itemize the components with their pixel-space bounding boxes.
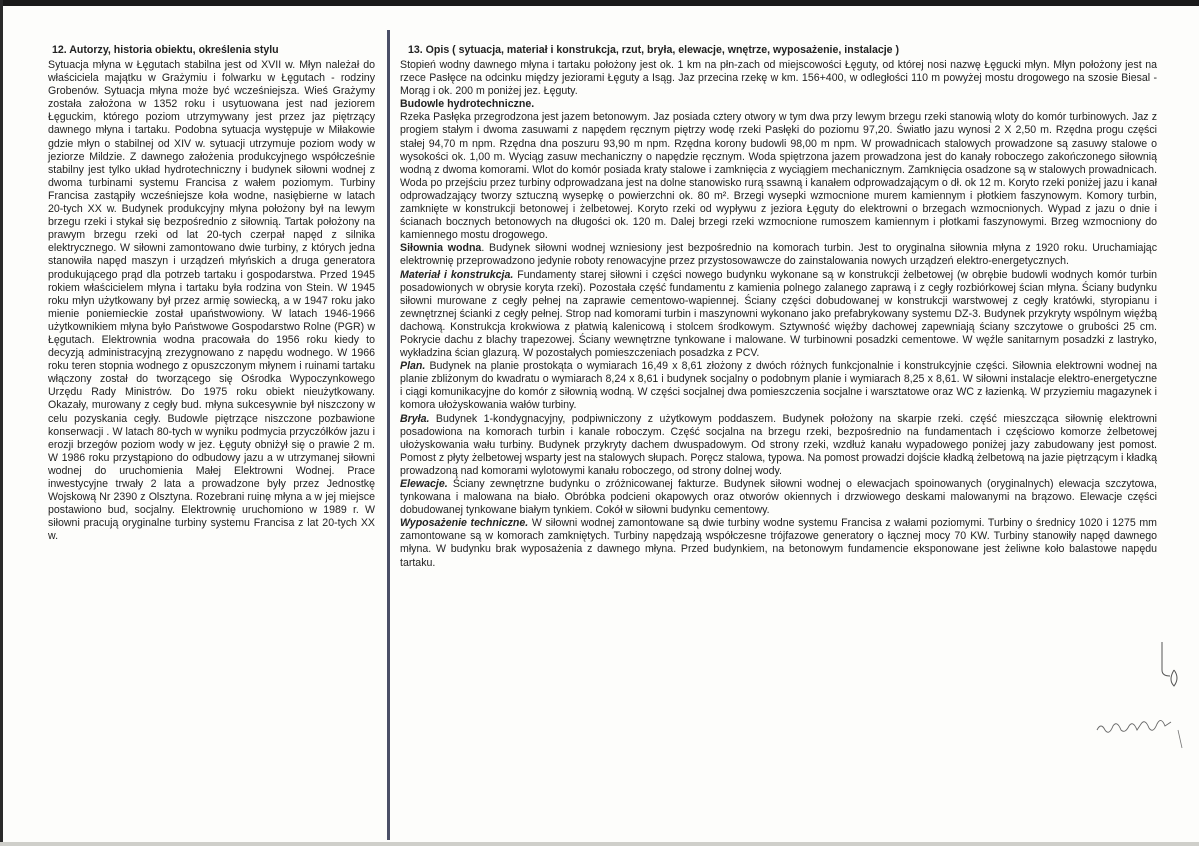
- silownia-paragraph: [400, 242, 1157, 268]
- scan-edge-top: [0, 0, 1199, 6]
- material-text: Fundamenty starej siłowni i części nowego budynku wykonane są w konstrukcji żelbetowej (w obrębie budowli wodnych komór turbin posadowionych w obrysie koryta rzeki). Pozostała część fundamentu z kamienia polnego zalanego zaprawą i z cegły rozbiórkowej ścian młyna. Ściany budynku siłowni murowane z cegły pełnej na zaprawie cementowo-wapiennej. Ściany części dobudowanej w konstrukcji warstwowej z cegły kratówki, styropianu i zewnętrznej ścianki z cegły pełnej. Strop nad komorami turbin i maszynowni wykonano jako prefabrykowany systemu DZ-3. Budynek przykryty wspólnym więźbą dachową. Konstrukcja krokwiowa z płatwią kalenicową i stolcem środkowym. Sztywność więźby dachowej zapewniają ściany szczytowe o grubości 25 cm. Pokrycie dachu z blachy trapezowej. Ściany wewnętrzne tynkowane i malowane. W turbinowni posadzki cementowe. W węźle sanitarnym posadzki z lastryko, wykładzina ścian glazurą. W pozostałych pomieszczeniach posadzka z PCV.: [400, 268, 1158, 360]
- hydro-subheading: Budowle hydrotechniczne.: [400, 98, 535, 111]
- section-13-heading: 13. Opis ( sytuacja, materiał i konstrukcja, rzut, bryła, elewacje, wnętrze, wyposażenie, instalacje ): [408, 44, 900, 56]
- wyposazenie-label: Wyposażenie techniczne.: [400, 517, 529, 530]
- elewacje-label: Elewacje.: [400, 478, 448, 490]
- left-column: [48, 44, 375, 543]
- bryla-paragraph: [400, 413, 1157, 478]
- column-divider: [387, 30, 390, 840]
- silownia-text: . Budynek siłowni wodnej wzniesiony jest bezpośrednio na komorach turbin. Jest to oryginalna siłownia młyna z 1920 roku. Uruchamiając elektrownię przeprowadzono jedynie roboty renowacyjne przez przystosowawcze do zainstalowania nowych urządzeń elektro-energetycznych.: [400, 242, 1157, 268]
- wyposazenie-text: W siłowni wodnej zamontowane są dwie turbiny wodne systemu Francisa z wałami poziomymi. Turbiny o średnicy 1020 i 1275 mm zamontowane są w komorach zamkniętych. Turbiny napędzają współczesne trójfazowe generatory o łącznej mocy 70 KW. Turbiny stanowiły napęd dawnego młyna. W budynku brak wyposażenia z dawnego młyna. Przed budynkiem, na betonowym fundamencie eksponowane jest żeliwne koło balastowe napędu tartaku.: [400, 517, 1157, 569]
- plan-label: Plan.: [400, 360, 426, 373]
- plan-paragraph: [400, 360, 1157, 412]
- bryla-text: Budynek 1-kondygnacyjny, podpiwniczony z użytkowym poddaszem. Budynek położony na skarpie rzeki. część mieszcząca siłownię elektrowni posadowiona na komorach turbin i kanale roboczym. Część socjalna na brzegu rzeki, bezpośrednio na fundamentach i częściowo komorze żelbetowej ułożyskowania wału turbiny. Budynek przykryty dachem dwuspadowym. Od strony rzeki, wzdłuż kanału wypadowego poniżej jazy zabudowany jest pomost. Pomost z płyty żelbetowej wsparty jest na stalowych słupach. Poręcz stalowa, typowa. Na pomost prowadzi dojście kładką żelbetową na jazie piętrzącym i kładką prowadzoną nad komorami wylotowymi kanału roboczego, od strony dolnej wody.: [400, 412, 1157, 477]
- material-label: Materiał i konstrukcja.: [400, 268, 514, 281]
- scan-edge-left: [0, 0, 3, 846]
- section-13-intro: Stopień wodny dawnego młyna i tartaku położony jest ok. 1 km na płn-zach od miejscowości Łęguty, od której nosi nazwę Łęgucki młyn. Młyn położony jest na rzece Pasłęce na odcinku między jeziorami Łęguty a Isąg. Jaz przecina rzekę w km. 156+400, w odległości 110 m powyżej mostu drogowego na szosie Biesal - Morąg i ok. 200 m poniżej jez. Łęguty.: [400, 59, 1157, 98]
- right-column: [400, 44, 1157, 570]
- bryla-label: Bryła.: [400, 412, 430, 425]
- silownia-label: Siłownia wodna: [400, 242, 482, 255]
- scan-edge-bottom: [0, 842, 1199, 846]
- material-paragraph: [400, 269, 1157, 361]
- elewacje-paragraph: [400, 478, 1157, 517]
- hydro-paragraph: Rzeka Pasłęka przegrodzona jest jazem betonowym. Jaz posiada cztery otwory w tym dwa przy lewym brzegu rzeki stanowią wloty do komór turbinowych. Jaz z progiem stałym i dwoma zasuwami z napędem ręcznym piętrzy wodę rzeki Pasłęki do poziomu 97,20. Światło jazu wynosi 2 X 2,50 m. Rzędna progu części stałej 94,70 m npm. Rzędna dna poszuru 93,90 m npm. Rzędna korony budowli 98,00 m npm. W prowadnicach stalowych prowadzone są zasuwy stalowe o wysokości ok. 1,00 m. Wyciąg zasuw mechaniczny o napędzie ręcznym. Woda spiętrzona jazem prowadzona jest do kanały roboczego zakończonego siłownią wodną z dwoma komorami. Wlot do komór posiada kraty stalowe i zamknięcia z wyciągiem mechanicznym. Zamknięcia osadzone są w stalowych prowadnicach. Woda po przejściu przez turbiny odprowadzana jest na dolne stanowisko rurą ssawną i kanałem odprowadzającym o dł. ok 12 m. Koryto rzeki poniżej jazu i kanał odprowadzający tworzy sztuczną wysepkę o powierzchni ok. 80 m². Brzegi wysepki wzmocnione murem kamiennym i płotkiem faszynowym. Komory turbin, zamknięte w konstrukcji betonowej i żelbetowej. Koryto rzeki od wypływu z jeziora Łęguty do elektrowni o brzegach wzmocnionych. Wypad z jazu o dnie i ścianach bocznych betonowych na długości ok. 120 m. Dalej brzegi rzeki wzmocnione rumoszem kamiennym i płotkami faszynowymi. Brzeg wzmocniony do kamiennego mostu drogowego.: [400, 111, 1157, 242]
- section-12-heading: 12. Autorzy, historia obiektu, określenia stylu: [52, 44, 279, 56]
- elewacje-text: Ściany zewnętrzne budynku o zróżnicowanej fakturze. Budynek siłowni wodnej o elewacjach spoinowanych (oryginalnych) elewacja szczytowa, tynkowana i malowana na biało. Obróbka podcieni okapowych oraz otworów okiennych i drzwiowego deskami malowanymi na brązowo. Elewacje części dobudowanej tynkowane białym tynkiem. Cokół w siłowni budynku cementowy.: [400, 478, 1157, 517]
- handwritten-signature: [1095, 712, 1175, 738]
- plan-text: Budynek na planie prostokąta o wymiarach 16,49 x 8,61 złożony z dwóch różnych funkcjonalnie i konstrukcyjnie części. Siłownia elektrowni wodnej na planie zbliżonym do kwadratu o wymiarach 8,24 x 8,61 i budynek socjalny o podobnym planie i wymiarach 8,25 x 8,61. W siłowni instalacje elektro-energetyczne i ciągi komunikacyjne do komór z siłownią wodną. W części socjalnej dwa pomieszczenia socjalne i warsztatowe oraz WC z łazienką. W przyziemiu magazynek i komora ułożyskowania wałów turbiny.: [400, 360, 1157, 412]
- wyposazenie-paragraph: [400, 517, 1157, 569]
- section-12-body: Sytuacja młyna w Łęgutach stabilna jest od XVII w. Młyn należał do właściciela majątku w Grażymiu i folwarku w Łęgutach - rodziny Grobenów. Sytuacja młyna może być wcześniejsza. Wieś Grażymy została założona w 1352 roku i usytuowana jest nad jeziorem Łęguckim, którego poziom utrzymywany jest przez jaz piętrzący dawnego młyna i tartaku. Podobna sytuacja występuje w Miłakowie gdzie młyn o stabilnej od XIV w. sytuacji utrzymuje poziom wody w jeziorze Mildzie. Z dawnego założenia produkcyjnego współcześnie stabilny jest tylko układ hydrotechniczny i budynek siłowni wodnej z dwoma turbinami systemu Francisa z wałem poziomym. Turbiny Francisa zastąpiły wcześniejsze koła wodne, nasiębierne w latach 20-tych XX w. Budynek produkcyjny młyna położony był na lewym brzegu rzeki i stykał się bezpośrednio z siłownią. Tartak położony na prawym brzegu rzeki od lat 20-tych czerpał napęd z silnika elektrycznego. W siłowni zamontowano dwie turbiny, z których jedna stanowiła napęd maszyn i urządzeń młyńskich a druga generatora produkującego prąd dla potrzeb tartaku i gospodarstwa. Przed 1945 rokiem właścicielem młyna i tartaku była rodzina von Stein. W 1945 roku młyn użytkowany był przez armię sowiecką, a w 1947 roku jako mienie poniemieckie został upaństwowiony. W latach 1946-1966 użytkownikiem młyna było Państwowe Gospodarstwo Rolne (PGR) w Łęgutach. Elektrownia wodna pracowała do 1956 roku kiedy to decyzją administracyjną zrezygnowano z napędu wodnego. W 1966 roku teren stopnia wodnego z opuszczonym młynem i ruinami tartaku włączony został do tworzącego się Ośrodka Wypoczynkowego Urzędu Rady Ministrów. Do 1975 roku obiekt nieużytkowany. Okazały, murowany z cegły bud. młyna sukcesywnie był niszczony w celu pozyskania cegły. Budowle piętrzące niszczone pozbawione konserwacji . W latach 80-tych w wyniku podmycia przyczółków jazu i erozji brzegów poziom wody w jez. Łęguty obniżył się o prawie 2 m. W 1986 roku przystąpiono do odbudowy jazu a w utrzymanej siłowni wodnej do uruchomienia Małej Elektrowni Wodnej. Prace inwestycyjne trwały 2 lata a prowadzone były przez Jednostkę Wojskową Nr 2390 z Olsztyna. Rozebrani ruinę młyna a w jej miejsce postawiono bud, socjalny. Elektrownię uruchomiono w 1989 r. W siłowni pracują oryginalne turbiny systemu Francisa z lat 20-tych XX w.: [48, 59, 375, 543]
